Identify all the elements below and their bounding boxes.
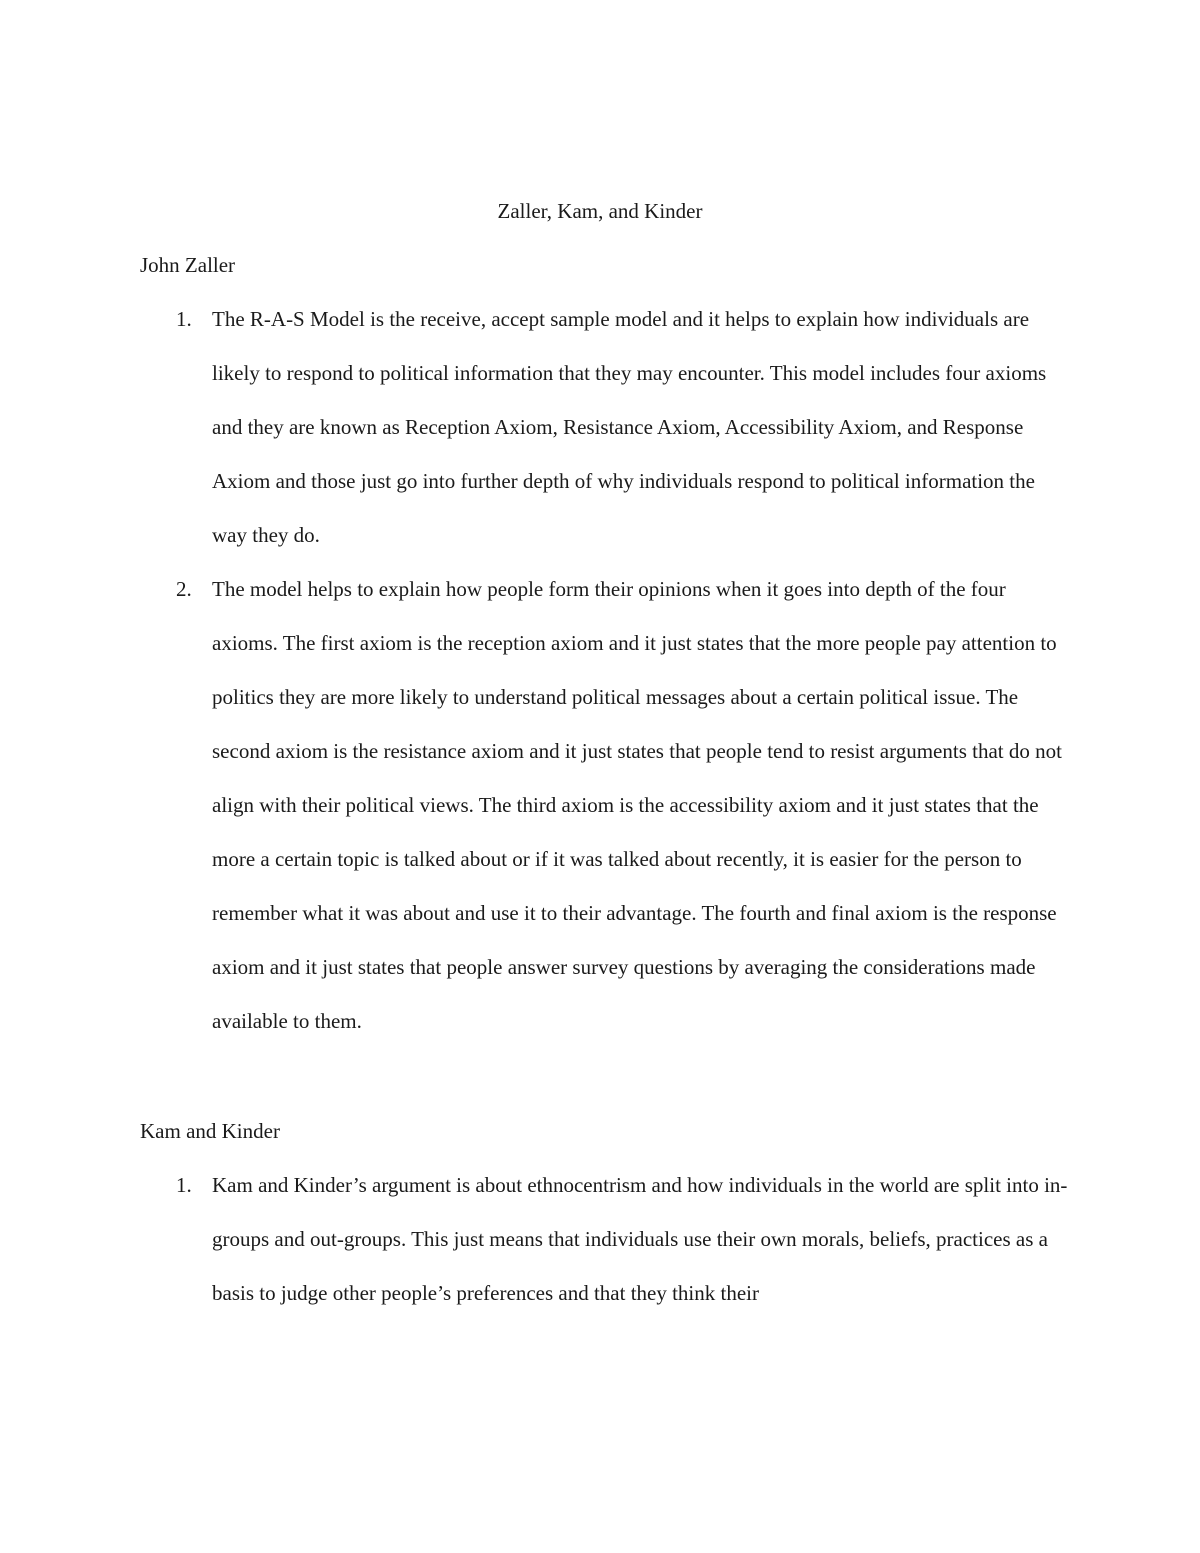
list-item-text: Kam and Kinder’s argument is about ethnocentrism and how individuals in the world are split into in-groups and out-groups. This just means that individuals use their own morals, beliefs, practices as a basis to judge other people’s preferences and that they think their: [212, 1173, 1068, 1305]
document-title: Zaller, Kam, and Kinder: [497, 199, 703, 223]
section-heading-kam-and-kinder: Kam and Kinder: [140, 1119, 280, 1143]
list-item-text: The model helps to explain how people form their opinions when it goes into depth of the four axioms. The first axiom is the reception axiom and it just states that the more people pay attention to politics they are more likely to understand political messages about a certain political issue. The second axiom is the resistance axiom and it just states that people tend to resist arguments that do not align with their political views. The third axiom is the accessibility axiom and it just states that the more a certain topic is talked about or if it was talked about recently, it is easier for the person to remember what it was about and use it to their advantage. The fourth and final axiom is the response axiom and it just states that people answer survey questions by averaging the considerations made available to them.: [212, 577, 1062, 1033]
list-item-number: 1.: [176, 1173, 192, 1197]
list-item-number: 2.: [176, 577, 192, 601]
list-item-text: The R-A-S Model is the receive, accept sample model and it helps to explain how individuals are likely to respond to political information that they may encounter. This model includes four axioms and they are known as Reception Axiom, Resistance Axiom, Accessibility Axiom, and Response Axiom and those just go into further depth of why individuals respond to political information the way they do.: [212, 307, 1047, 547]
section-heading-john-zaller: John Zaller: [140, 253, 236, 277]
list-item-number: 1.: [176, 307, 192, 331]
